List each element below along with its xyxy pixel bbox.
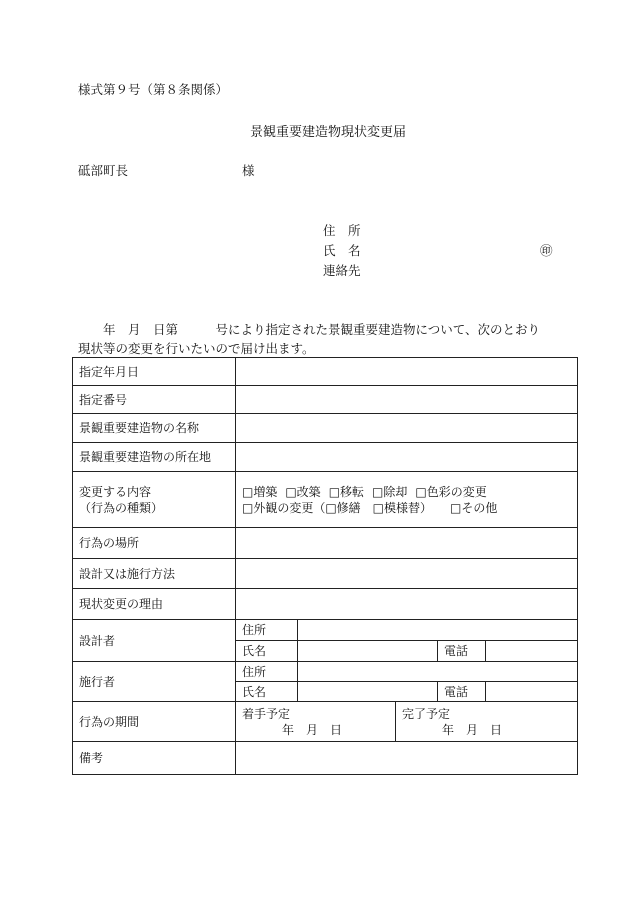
- remarks-label: 備考: [73, 742, 236, 775]
- start-date-format: 年 月 日: [282, 722, 343, 737]
- checkbox-removal[interactable]: □除却: [372, 484, 408, 499]
- change-content-label: [73, 472, 236, 528]
- checkbox-other[interactable]: □その他: [450, 500, 498, 515]
- designer-label: 設計者: [73, 620, 236, 662]
- builder-name-label: 氏名: [236, 682, 298, 702]
- action-place-field[interactable]: [236, 528, 578, 559]
- intro-line-2: 現状等の変更を行いたいので届け出ます。: [78, 341, 315, 356]
- seal-mark: ㊞: [540, 243, 553, 258]
- application-table: [72, 357, 578, 775]
- start-planned-label: 着手予定: [242, 706, 291, 721]
- addressee-name: 砥部町長: [78, 163, 129, 178]
- end-planned-label: 完了予定: [402, 706, 451, 721]
- designer-name-label: 氏名: [236, 641, 298, 662]
- designer-name-field[interactable]: [298, 641, 438, 662]
- intro-line-1: 年 月 日第 号により指定された景観重要建造物について、次のとおり: [78, 322, 541, 337]
- building-name-label: 景観重要建造物の名称: [73, 414, 236, 443]
- end-date-format: 年 月 日: [442, 722, 503, 737]
- designer-address-label: 住所: [236, 620, 298, 641]
- building-location-label: 景観重要建造物の所在地: [73, 443, 236, 472]
- designation-date-field[interactable]: [236, 358, 578, 386]
- designation-number-label: 指定番号: [73, 386, 236, 414]
- checkbox-exterior-change[interactable]: □外観の変更（□修繕 □模様替）: [242, 500, 433, 515]
- builder-address-field[interactable]: [298, 662, 578, 682]
- design-method-label: 設計又は施行方法: [73, 559, 236, 589]
- designer-address-field[interactable]: [298, 620, 578, 641]
- remarks-field[interactable]: [236, 742, 578, 775]
- change-content-title: 変更する内容: [79, 484, 152, 499]
- builder-phone-field[interactable]: [486, 682, 578, 702]
- change-content-subtitle: （行為の種類）: [79, 500, 164, 515]
- applicant-address-label: 住 所: [323, 223, 361, 238]
- builder-name-field[interactable]: [298, 682, 438, 702]
- addressee-suffix: 様: [242, 163, 255, 178]
- builder-phone-label: 電話: [438, 682, 486, 702]
- end-date-cell[interactable]: [396, 702, 578, 742]
- design-method-field[interactable]: [236, 559, 578, 589]
- checkbox-color-change[interactable]: □色彩の変更: [415, 484, 487, 499]
- building-location-field[interactable]: [236, 443, 578, 472]
- applicant-name-label: 氏 名: [323, 243, 361, 258]
- action-place-label: 行為の場所: [73, 528, 236, 559]
- designation-number-field[interactable]: [236, 386, 578, 414]
- form-title: 景観重要建造物現状変更届: [250, 125, 407, 140]
- designation-date-label: 指定年月日: [73, 358, 236, 386]
- designer-phone-field[interactable]: [486, 641, 578, 662]
- change-options: [236, 472, 578, 528]
- period-label: 行為の期間: [73, 702, 236, 742]
- start-date-cell[interactable]: [236, 702, 396, 742]
- building-name-field[interactable]: [236, 414, 578, 443]
- checkbox-relocation[interactable]: □移転: [328, 484, 365, 499]
- change-reason-label: 現状変更の理由: [73, 589, 236, 620]
- applicant-contact-label: 連絡先: [323, 263, 361, 278]
- checkbox-extension[interactable]: □増築: [242, 484, 278, 499]
- form-number: 様式第９号（第８条関係）: [78, 82, 229, 97]
- builder-label: 施行者: [73, 662, 236, 702]
- change-reason-field[interactable]: [236, 589, 578, 620]
- checkbox-rebuild[interactable]: □改築: [285, 484, 321, 499]
- builder-address-label: 住所: [236, 662, 298, 682]
- designer-phone-label: 電話: [438, 641, 486, 662]
